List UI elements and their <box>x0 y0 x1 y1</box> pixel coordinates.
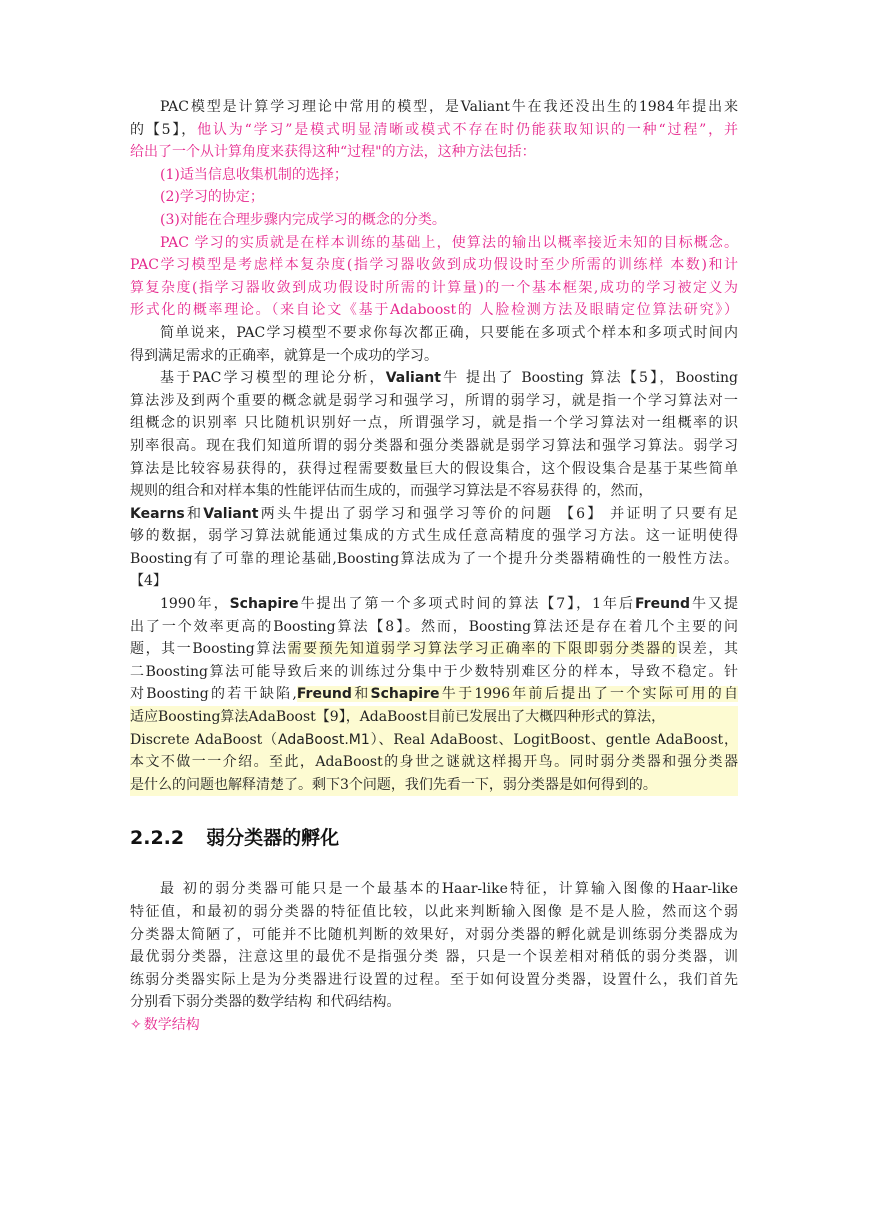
text-span: 两头牛提出了弱学习和强学习等价的问题 【6】 并证明了只要有足 <box>258 505 738 522</box>
text-span: ）、Real AdaBoost、LogitBoost、gentle AdaBoost， <box>369 731 738 748</box>
author-name: Freund <box>296 686 352 703</box>
text-line: 练弱分类器实际上是为分类器进行设置的过程。至于如何设置分类器，设置什么，我们首先 <box>130 971 738 988</box>
text-line: 适应Boosting算法AdaBoost【9】，AdaBoost目前已发展出了大概四种形式的算法， <box>130 706 738 729</box>
text-line: 特征值，和最初的弱分类器的特征值比较，以此来判断输入图像 是不是人脸，然而这个弱 <box>130 904 738 920</box>
text-line: 最优弱分类器，注意这里的最优不是指强分类 器，只是一个误差相对稍低的弱分类器，训 <box>130 949 738 966</box>
highlighted-text <box>297 686 738 702</box>
paragraph-pac-intro <box>130 96 738 164</box>
text-line: PAC 学习的实质就是在样本训练的基础上，使算法的输出以概率接近未知的目标概念。 <box>160 234 738 251</box>
text-line: 出了一个效率更高的Boosting算法【8】。然而，Boosting算法还是存在着几个主要的问 <box>130 618 738 635</box>
document-page <box>130 96 738 1036</box>
text-span: 牛提出了第一个多项式时间的算法【7】，1年后 <box>298 596 635 613</box>
highlighted-text: 他认为“学习”是模式明显清晰或模式不存在时仍能获取知识的一种“过程”，并 <box>197 121 738 138</box>
text-span: 1990年， <box>160 596 230 613</box>
text-span: 牛 提出了 Boosting 算法【5】，Boosting <box>440 370 738 387</box>
highlighted-text: 需要预先知道弱学习算法学习正确率的下限即弱分类器的 <box>287 641 678 658</box>
diamond-icon: ✧ <box>130 1016 142 1033</box>
text-line <box>130 367 738 390</box>
text-line: 简单说来，PAC学习模型不要求你每次都正确，只要能在多项式个样本和多项式时间内 <box>160 324 738 341</box>
text-span: Discrete AdaBoost（ <box>130 731 278 748</box>
list-item: (1)适当信息收集机制的选择； <box>160 166 348 183</box>
list-item: (3)对能在合理步骤内完成学习的概念的分类。 <box>160 211 446 228</box>
text-span: 误差，其 <box>677 641 738 658</box>
text-line: 本文不做一一介绍。至此，AdaBoost的身世之谜就这样揭开鸟。同时弱分类器和强分类器 <box>130 751 738 774</box>
text-line: 是什么的问题也解释清楚了。剩下3个问题，我们先看一下，弱分类器是如何得到的。 <box>130 774 738 797</box>
text-span: 牛于1996年前后提出了一个实际可用的自 <box>439 686 738 703</box>
author-name: Freund <box>635 596 691 613</box>
text-line <box>130 683 738 706</box>
text-line: 够的数据，弱学习算法就能通过集成的方式生成任意高精度的强学习方法。这一证明使得 <box>130 528 738 545</box>
paragraph-pac-essence <box>130 232 738 322</box>
text-line: 规则的组合和对样本集的性能评估而生成的，而强学习算法是不容易获得 的，然而， <box>130 483 653 500</box>
text-line: 【4】 <box>130 573 167 590</box>
text-line: Boosting有了可靠的理论基础,Boosting算法成为了一个提升分类器精确性的一般性方法。 <box>130 550 738 567</box>
text-span: 牛又提 <box>690 596 738 613</box>
author-name: Schapire <box>370 686 440 703</box>
text-line <box>130 119 738 142</box>
text-span: 的【5】， <box>130 121 198 138</box>
text-line <box>130 503 738 526</box>
section-number: 2.2.2 <box>130 827 185 850</box>
text-line: 算复杂度(指学习器收敛到成功假设时所需的计算量)的一个基本框架,成功的学习被定义为 <box>130 279 738 296</box>
text-line: 最 初的弱分类器可能只是一个最基本的Haar-like特征，计算输入图像的Haar-like <box>160 881 738 898</box>
sub-item-math-structure <box>130 1014 738 1036</box>
text-line: 算法是比较容易获得的，获得过程需要数量巨大的假设集合，这个假设集合是基于某些简单 <box>130 460 738 477</box>
author-name: Valiant <box>385 370 441 387</box>
text-span: AdaBoost.M1 <box>278 731 370 748</box>
text-span: 对Boosting的若干缺陷, <box>130 686 297 703</box>
list-item: (2)学习的协定； <box>160 189 264 206</box>
author-name: Valiant <box>203 505 259 522</box>
text-line: 得到满足需求的正确率，就算是一个成功的学习。 <box>130 347 438 364</box>
text-line: 算法涉及到两个重要的概念就是弱学习和强学习，所谓的弱学习，就是指一个学习算法对一 <box>130 392 738 409</box>
paragraph-simple-explanation <box>130 322 738 367</box>
paragraph-boosting-history <box>130 593 738 796</box>
sub-item-label: 数学结构 <box>143 1016 200 1033</box>
text-line <box>130 729 738 752</box>
text-line: 分类器太简陋了，可能并不比随机判断的效果好，对弱分类器的孵化就是训练弱分类器成为 <box>130 926 738 943</box>
text-span: 题，其一Boosting算法 <box>130 641 288 658</box>
section-title: 弱分类器的孵化 <box>206 827 340 850</box>
paragraph-boosting-theory <box>130 367 738 593</box>
author-name: Schapire <box>229 596 299 613</box>
text-line: 别率很高。现在我们知道所谓的弱分类器和强分类器就是弱学习算法和强学习算法。弱学习 <box>130 437 738 454</box>
text-line: 分别看下弱分类器的数学结构 和代码结构。 <box>130 994 401 1011</box>
text-span: 和 <box>184 505 204 522</box>
text-line: 形式化的概率理论。（来自论文《基于Adaboost的 人脸检测方法及眼睛定位算法研究》） <box>130 302 738 319</box>
section-heading <box>130 818 738 858</box>
text-line: 组概念的识别率 只比随机识别好一点，所谓强学习，就是指一个学习算法对一组概率的识 <box>130 415 738 432</box>
text-line: PAC学习模型是考虑样本复杂度(指学习器收敛到成功假设时至少所需的训练样 本数)和计 <box>130 257 738 274</box>
text-span: 基于PAC学习模型的理论分析， <box>160 370 386 387</box>
text-line: 二Boosting算法可能导致后来的训练过分集中于少数特别难区分的样本，导致不稳定。针 <box>130 663 738 680</box>
method-list <box>130 164 738 232</box>
text-span: 和 <box>351 686 371 703</box>
author-name: Kearns <box>130 505 185 522</box>
text-line <box>130 638 738 661</box>
paragraph-weak-classifier <box>130 878 738 1014</box>
text-line <box>130 593 738 616</box>
text-line: PAC模型是计算学习理论中常用的模型，是Valiant牛在我还没出生的1984年提出来 <box>160 99 738 115</box>
text-line: 给出了一个从计算角度来获得这种“过程"的方法，这种方法包括： <box>130 144 536 161</box>
